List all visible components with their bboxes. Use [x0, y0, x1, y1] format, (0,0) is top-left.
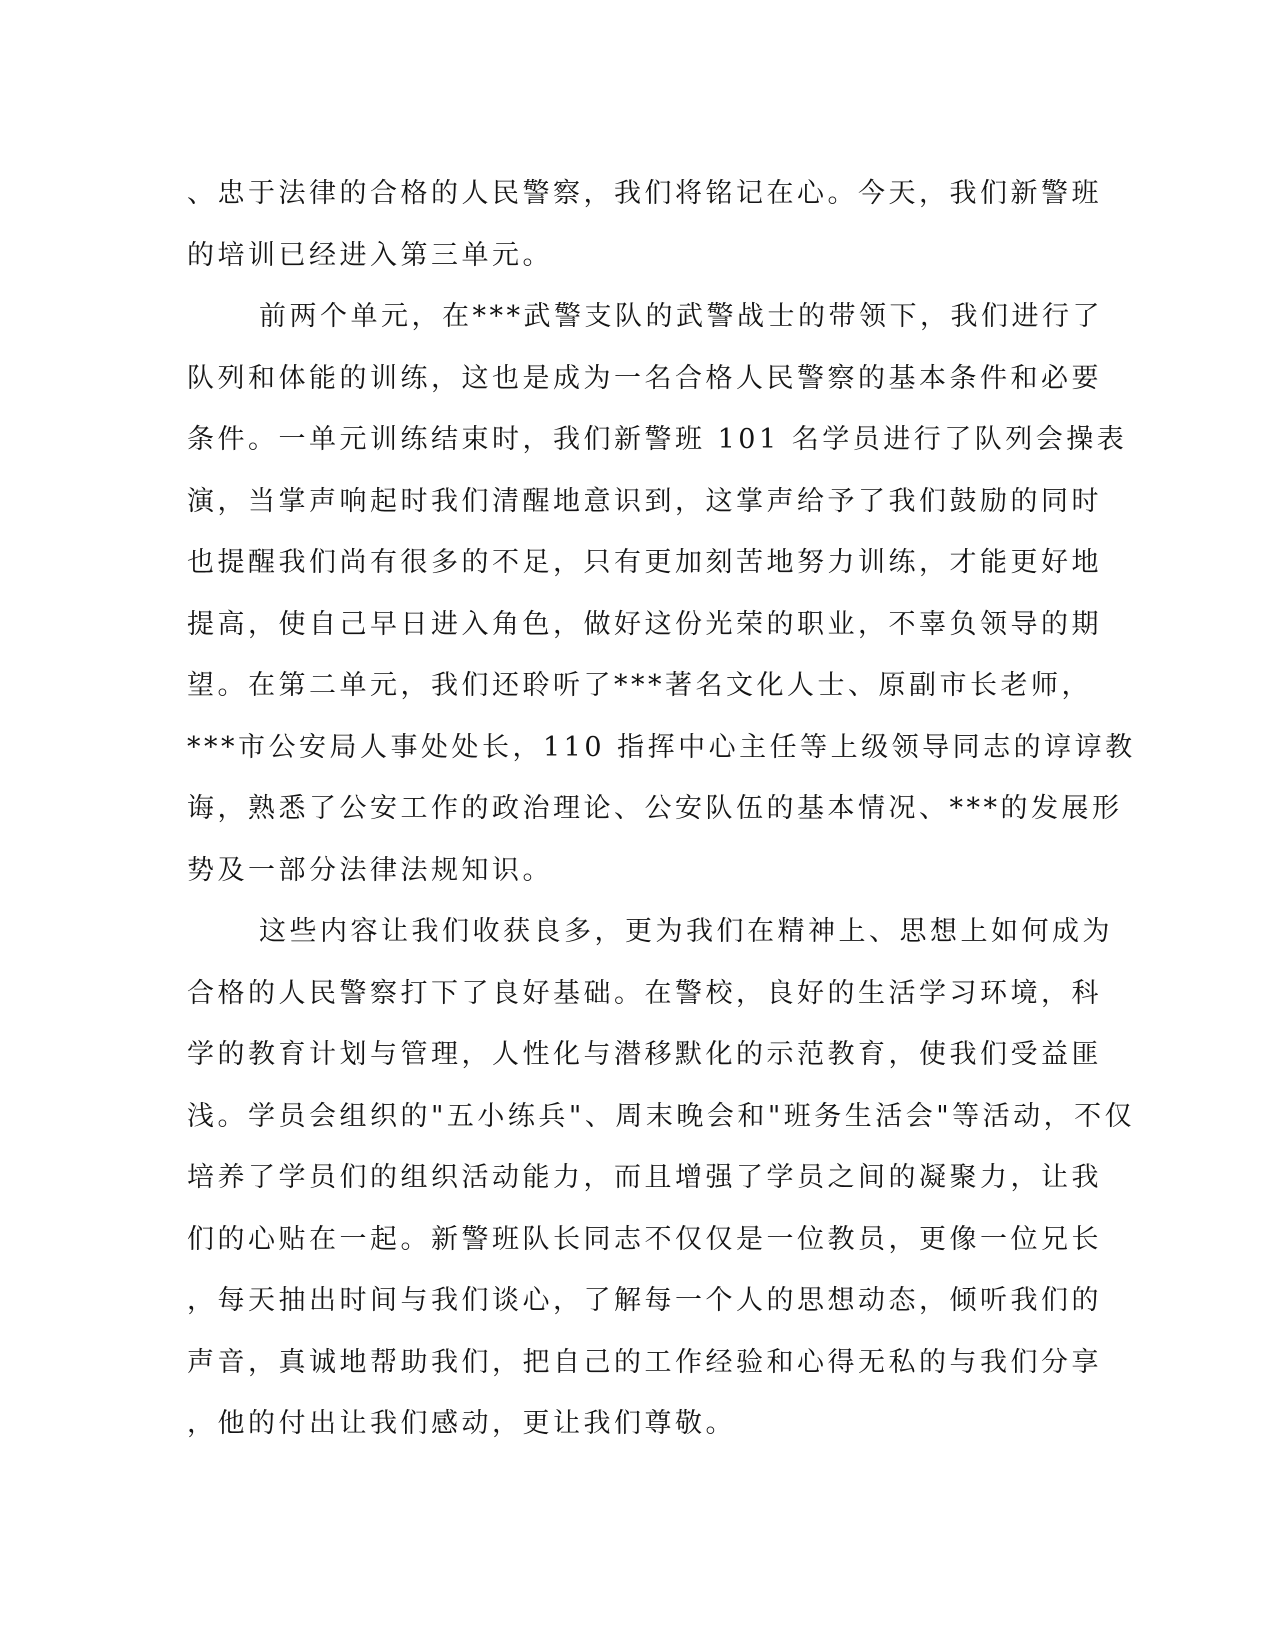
text-line: 浅。学员会组织的"五小练兵"、周末晚会和"班务生活会"等活动，不仅: [187, 1100, 1136, 1132]
text-line: 们的心贴在一起。新警班队长同志不仅仅是一位教员，更像一位兄长: [187, 1223, 1102, 1255]
text-line: ，他的付出让我们感动，更让我们尊敬。: [187, 1408, 736, 1440]
text-line: 势及一部分法律法规知识。: [187, 854, 553, 886]
text-line: 培养了学员们的组织活动能力，而且增强了学员之间的凝聚力，让我: [187, 1162, 1102, 1194]
text-line: ***市公安局人事处处长，110 指挥中心主任等上级领导同志的谆谆教: [187, 731, 1136, 763]
text-line: 的培训已经进入第三单元。: [187, 239, 553, 271]
text-line: 也提醒我们尚有很多的不足，只有更加刻苦地努力训练，才能更好地: [187, 547, 1102, 579]
text-line: 、忠于法律的合格的人民警察，我们将铭记在心。今天，我们新警班: [187, 178, 1102, 210]
text-line: 学的教育计划与管理，人性化与潜移默化的示范教育，使我们受益匪: [187, 1039, 1102, 1071]
text-line: 望。在第二单元，我们还聆听了***著名文化人士、原副市长老师，: [187, 670, 1092, 702]
text-line: 声音，真诚地帮助我们，把自己的工作经验和心得无私的与我们分享: [187, 1346, 1102, 1378]
text-line: 合格的人民警察打下了良好基础。在警校，良好的生活学习环境，科: [187, 977, 1102, 1009]
text-line: 提高，使自己早日进入角色，做好这份光荣的职业，不辜负领导的期: [187, 608, 1102, 640]
text-line: 诲，熟悉了公安工作的政治理论、公安队伍的基本情况、***的发展形: [187, 793, 1123, 825]
text-line: 条件。一单元训练结束时，我们新警班 101 名学员进行了队列会操表: [187, 424, 1128, 456]
paragraph-first-line: 前两个单元，在***武警支队的武警战士的带领下，我们进行了: [259, 301, 1103, 333]
text-line: 队列和体能的训练，这也是成为一名合格人民警察的基本条件和必要: [187, 362, 1102, 394]
body-text: [187, 160, 1136, 1452]
text-line: ，每天抽出时间与我们谈心，了解每一个人的思想动态，倾听我们的: [187, 1285, 1102, 1317]
text-line: 演，当掌声响起时我们清醒地意识到，这掌声给予了我们鼓励的同时: [187, 485, 1102, 517]
paragraph-first-line: 这些内容让我们收获良多，更为我们在精神上、思想上如何成为: [259, 916, 1113, 948]
